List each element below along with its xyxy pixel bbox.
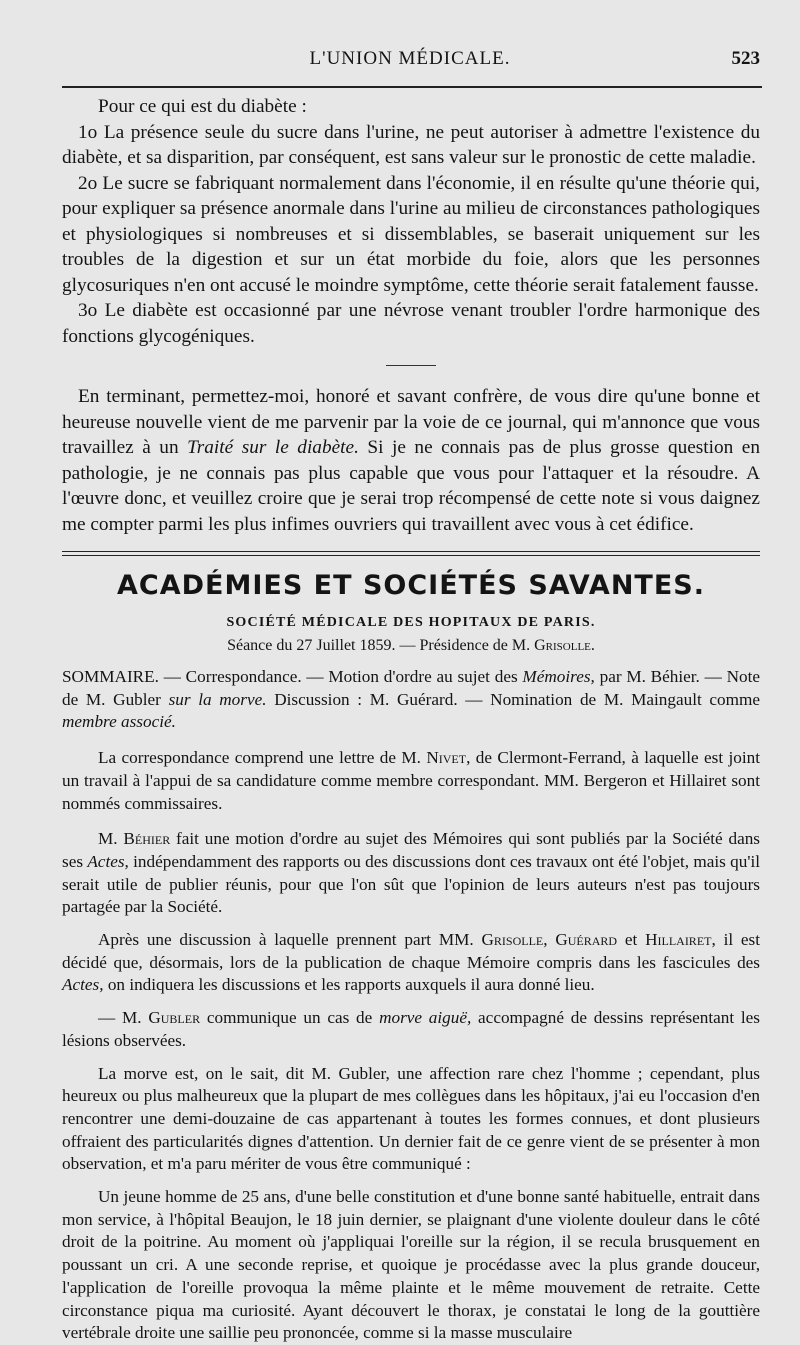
text-run: et [617, 930, 646, 950]
diabetes-point-3: 3o Le diabète est occasionné par une névrose venant troubler l'ordre harmonique des fonctions glycogéniques. [62, 300, 760, 347]
morve-paragraph: La morve est, on le sait, dit M. Gubler, une affection rare chez l'homme ; cependant, plus heureux ou plus malheureux que la plupart de mes collègues dans les hôpitaux, j'ai eu l'occasion d'en rencontrer une demi-douzaine de cas appartenant à toutes les formes connues, et dont plusieurs offraient des particularités dignes d'attention. Un dernier fait de ce genre vient de se présenter à mon observation, et m'a paru mériter de vous être communiqué : [62, 1063, 760, 1174]
gubler-paragraph [62, 1007, 760, 1052]
sommaire-italic: membre associé. [62, 712, 176, 732]
sommaire-part: par M. Béhier. — Note de M. Gubler [62, 667, 760, 709]
closing-text-1: En terminant, permettez-moi, honoré et savant confrère, de vous dire qu'une bonne et heureuse nouvelle vient de me parvenir par la voie de ce journal, qui m'annonce que vous travaillez à un [62, 386, 760, 458]
text-run: accompagné de dessins représentant les lésions observées. [62, 1008, 760, 1050]
running-title: L'UNION MÉDICALE. [309, 48, 511, 69]
session-text: Séance du 27 Juillet 1859. — Présidence de M. [227, 637, 535, 654]
diabetes-intro: Pour ce qui est du diabète : [98, 96, 307, 117]
section-separator [386, 365, 436, 366]
text-run: — M. [98, 1008, 149, 1028]
italic-run: Actes, [62, 975, 104, 995]
text-run: communique un cas de [200, 1008, 380, 1028]
section-heading: ACADÉMIES ET SOCIÉTÉS SAVANTES. [117, 570, 705, 601]
sommaire-italic: sur la morve. [168, 689, 267, 709]
italic-run: morve aiguë, [379, 1008, 472, 1028]
motion-paragraph [62, 828, 760, 919]
header-rule [62, 86, 762, 88]
society-title: SOCIÉTÉ MÉDICALE DES HOPITAUX DE PARIS. [226, 615, 596, 630]
page-header [60, 48, 760, 78]
diabetes-point-1: 1o La présence seule du sucre dans l'urine, ne peut autoriser à admettre l'existence du diabète, et sa disparition, par conséquent, est sans valeur sur le pronostic de cette maladie. [62, 121, 760, 168]
treatise-title: Traité sur le diabète. [187, 437, 359, 458]
sommaire [62, 666, 760, 734]
decision-paragraph [62, 929, 760, 997]
italic-run: Actes, [87, 851, 129, 871]
sommaire-part: Discussion : M. Guérard. — Nomination de M. Maingault comme [266, 689, 761, 709]
text-run: La correspondance comprend une lettre de M. [98, 748, 427, 768]
president-name: Grisolle. [534, 637, 595, 654]
text-run: fait une motion d'ordre au sujet des Mémoires qui sont publiés par la Société dans ses [62, 829, 760, 871]
text-run: Après une discussion à laquelle prennent part MM. [98, 930, 482, 950]
person-name: Grisolle, Guérard [481, 930, 618, 950]
sommaire-part: SOMMAIRE. — Correspondance. — Motion d'ordre au sujet des [62, 667, 523, 686]
closing-text-2: Si je ne connais pas de plus grosse question en pathologie, je ne connais pas plus capable que vous pour l'attaquer et la résoudre. A l'œuvre donc, et veuillez croire que je serai trop récompensé de cette note si vous daignez me compter parmi les plus infimes ouvriers qui travaillent avec vous à cet édifice. [62, 437, 760, 535]
text-run: on indiquera les discussions et les rapports auxquels il aura donné lieu. [103, 975, 595, 995]
sommaire-italic: Mémoires, [522, 667, 595, 686]
diabetes-point-2: 2o Le sucre se fabriquant normalement dans l'économie, il en résulte qu'une théorie qui, pour expliquer sa présence anormale dans l'urine au milieu de circonstances pathologiques et physiologiques si nombreuses et si dissemblables, se baserait uniquement sur les troubles de la digestion et sur un état morbide du foie, alors que les personnes glycosuriques n'en ont accusé le moindre symptôme, cette théorie serait fatalement fausse. [62, 172, 760, 296]
text-run: indépendamment des rapports ou des discussions dont ces travaux ont été l'objet, mais qu'il serait utile de publier réunis, pour que l'on sût que l'opinion de leurs auteurs n'est pas toujours partagée par la Société. [62, 851, 760, 917]
correspondance-paragraph [62, 747, 760, 815]
person-name: Nivet [426, 748, 467, 768]
page-body [62, 94, 760, 1345]
text-run: , de Clermont-Ferrand, à laquelle est joint un travail à l'appui de sa candidature comme membre correspondant. MM. Bergeron et Hillairet sont nommés commissaires. [62, 748, 760, 813]
person-name: M. Béhier [98, 829, 171, 849]
person-name: Gubler [148, 1008, 201, 1028]
closing-paragraph [62, 384, 760, 537]
person-name: Hillairet [645, 930, 712, 950]
double-rule [62, 551, 760, 556]
text-run: , il est décidé que, désormais, lors de la publication de chaque Mémoire compris dans les fascicules des [62, 930, 760, 972]
page-number: 523 [731, 48, 760, 69]
session-line [62, 637, 760, 655]
case-paragraph: Un jeune homme de 25 ans, d'une belle constitution et d'une bonne santé habituelle, entrait dans mon service, à l'hôpital Beaujon, le 18 juin dernier, se plaignant d'une violente douleur dans le côté droit de la poitrine. Au moment où j'appliquai l'oreille sur la région, il se recula brusquement en poussant un cri. A une seconde reprise, et quoique je procédasse avec la plus grande douceur, l'application de l'oreille provoqua la même plainte et le même mouvement de retraite. Cette circonstance piqua ma curiosité. Ayant découvert le thorax, je constatai le long de la gouttière vertébrale droite une saillie peu prononcée, comme si la masse musculaire [62, 1187, 760, 1343]
